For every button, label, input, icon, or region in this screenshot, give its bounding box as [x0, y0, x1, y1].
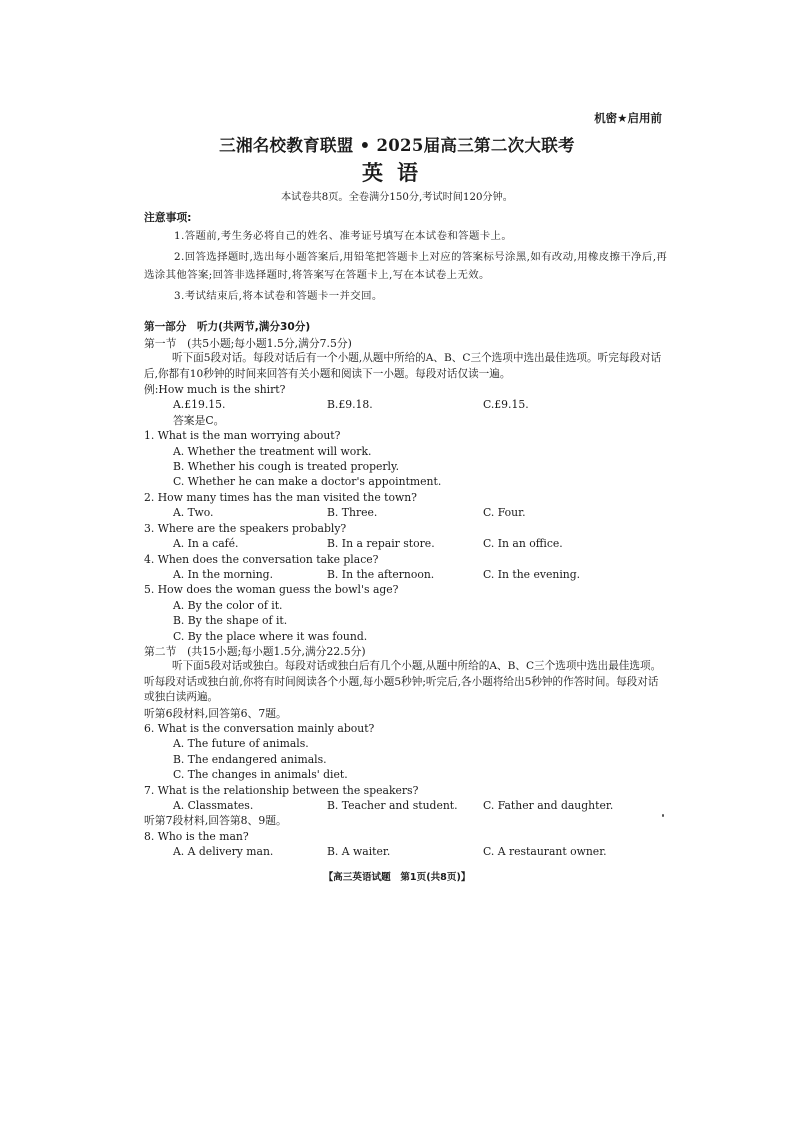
q3-option-b: B. In a repair store.	[327, 537, 435, 551]
q6-option-c: C. The changes in animals' diet.	[173, 768, 348, 782]
q7-option-c: C. Father and daughter.	[483, 799, 614, 812]
confidential-label: 机密★启用前	[594, 111, 662, 125]
q5-option-a: A. By the color of it.	[173, 598, 283, 612]
note-2: 2.回答选择题时,选出每小题答案后,用铅笔把答题卡上对应的答案标号涂黑,如有改动,用橡皮擦干净后,再选涂其他答案;回答非选择题时,将答案写在答题卡上,写在本试卷上无效。	[144, 250, 668, 282]
q6-option-b: B. The endangered animals.	[173, 752, 327, 766]
exam-content	[144, 210, 668, 860]
q1-option-c: C. Whether he can make a doctor's appointment.	[173, 475, 442, 489]
part1-heading: 第一部分 听力(共两节,满分30分)	[144, 321, 311, 334]
q7-option-b: B. Teacher and student.	[327, 799, 458, 812]
subject-title: 英语	[362, 161, 432, 185]
example-question: 例:How much is the shirt?	[144, 383, 286, 397]
q8-options	[144, 844, 668, 859]
scan-speck	[662, 814, 664, 817]
q7-option-a: A. Classmates.	[173, 799, 254, 812]
question-5: 5. How does the woman guess the bowl's age?	[144, 583, 399, 597]
q3-option-c: C. In an office.	[483, 537, 563, 551]
q4-option-a: A. In the morning.	[173, 567, 274, 581]
q4-option-b: B. In the afternoon.	[327, 567, 435, 581]
notes-heading: 注意事项:	[144, 211, 192, 224]
q2-option-c: C. Four.	[483, 506, 526, 520]
question-4: 4. When does the conversation take place?	[144, 552, 379, 566]
question-2: 2. How many times has the man visited the town?	[144, 490, 417, 504]
q8-option-c: C. A restaurant owner.	[483, 845, 607, 859]
q3-options	[144, 536, 668, 551]
q2-options	[144, 505, 668, 520]
material-6-label: 听第6段材料,回答第6、7题。	[144, 706, 287, 720]
option-c: C.£9.15.	[483, 398, 529, 412]
section2-instructions: 听下面5段对话或独白。每段对话或独白后有几个小题,从题中所给的A、B、C三个选项中选出最佳选项。听每段对话或独白前,你将有时间阅读各个小题,每小题5秒钟;听完后,各小题将给出5秒钟的作答时间。每段对话或独白读两遍。	[144, 660, 662, 704]
section2-heading: 第二节 (共15小题;每小题1.5分,满分22.5分)	[144, 644, 366, 658]
exam-info: 本试卷共8页。全卷满分150分,考试时间120分钟。	[281, 192, 513, 203]
q1-option-a: A. Whether the treatment will work.	[173, 444, 372, 458]
note-3: 3.考试结束后,将本试卷和答题卡一并交回。	[174, 289, 383, 302]
example-options	[144, 397, 668, 412]
question-7: 7. What is the relationship between the speakers?	[144, 783, 419, 797]
q5-option-b: B. By the shape of it.	[173, 614, 288, 628]
section1-heading: 第一节 (共5小题;每小题1.5分,满分7.5分)	[144, 336, 352, 350]
option-a: A.£19.15.	[173, 398, 226, 412]
q8-option-b: B. A waiter.	[327, 845, 391, 859]
question-6: 6. What is the conversation mainly about?	[144, 721, 375, 735]
q4-option-c: C. In the evening.	[483, 567, 581, 581]
q6-option-a: A. The future of animals.	[173, 737, 309, 751]
option-b: B.£9.18.	[327, 398, 373, 412]
material-7-label: 听第7段材料,回答第8、9题。	[144, 814, 287, 828]
question-1: 1. What is the man worrying about?	[144, 429, 341, 443]
exam-title: 三湘名校教育联盟 • 2025届高三第二次大联考	[219, 136, 575, 155]
q3-option-a: A. In a café.	[173, 537, 239, 551]
note-1: 1.答题前,考生务必将自己的姓名、准考证号填写在本试卷和答题卡上。	[174, 230, 513, 243]
q1-option-b: B. Whether his cough is treated properly.	[173, 460, 400, 474]
q5-option-c: C. By the place where it was found.	[173, 629, 368, 643]
section1-instructions: 听下面5段对话。每段对话后有一个小题,从题中所给的A、B、C三个选项中选出最佳选项。听完每段对话后,你都有10秒钟的时间来回答有关小题和阅读下一小题。每段对话仅读一遍。	[144, 352, 662, 380]
q4-options	[144, 567, 668, 582]
q8-option-a: A. A delivery man.	[173, 845, 274, 859]
q7-options	[144, 798, 668, 813]
question-8: 8. Who is the man?	[144, 829, 249, 843]
q2-option-b: B. Three.	[327, 506, 378, 520]
question-3: 3. Where are the speakers probably?	[144, 521, 347, 535]
q2-option-a: A. Two.	[173, 506, 214, 520]
example-answer: 答案是C。	[173, 413, 225, 427]
page-footer: 【高三英语试题 第1页(共8页)】	[323, 872, 471, 883]
